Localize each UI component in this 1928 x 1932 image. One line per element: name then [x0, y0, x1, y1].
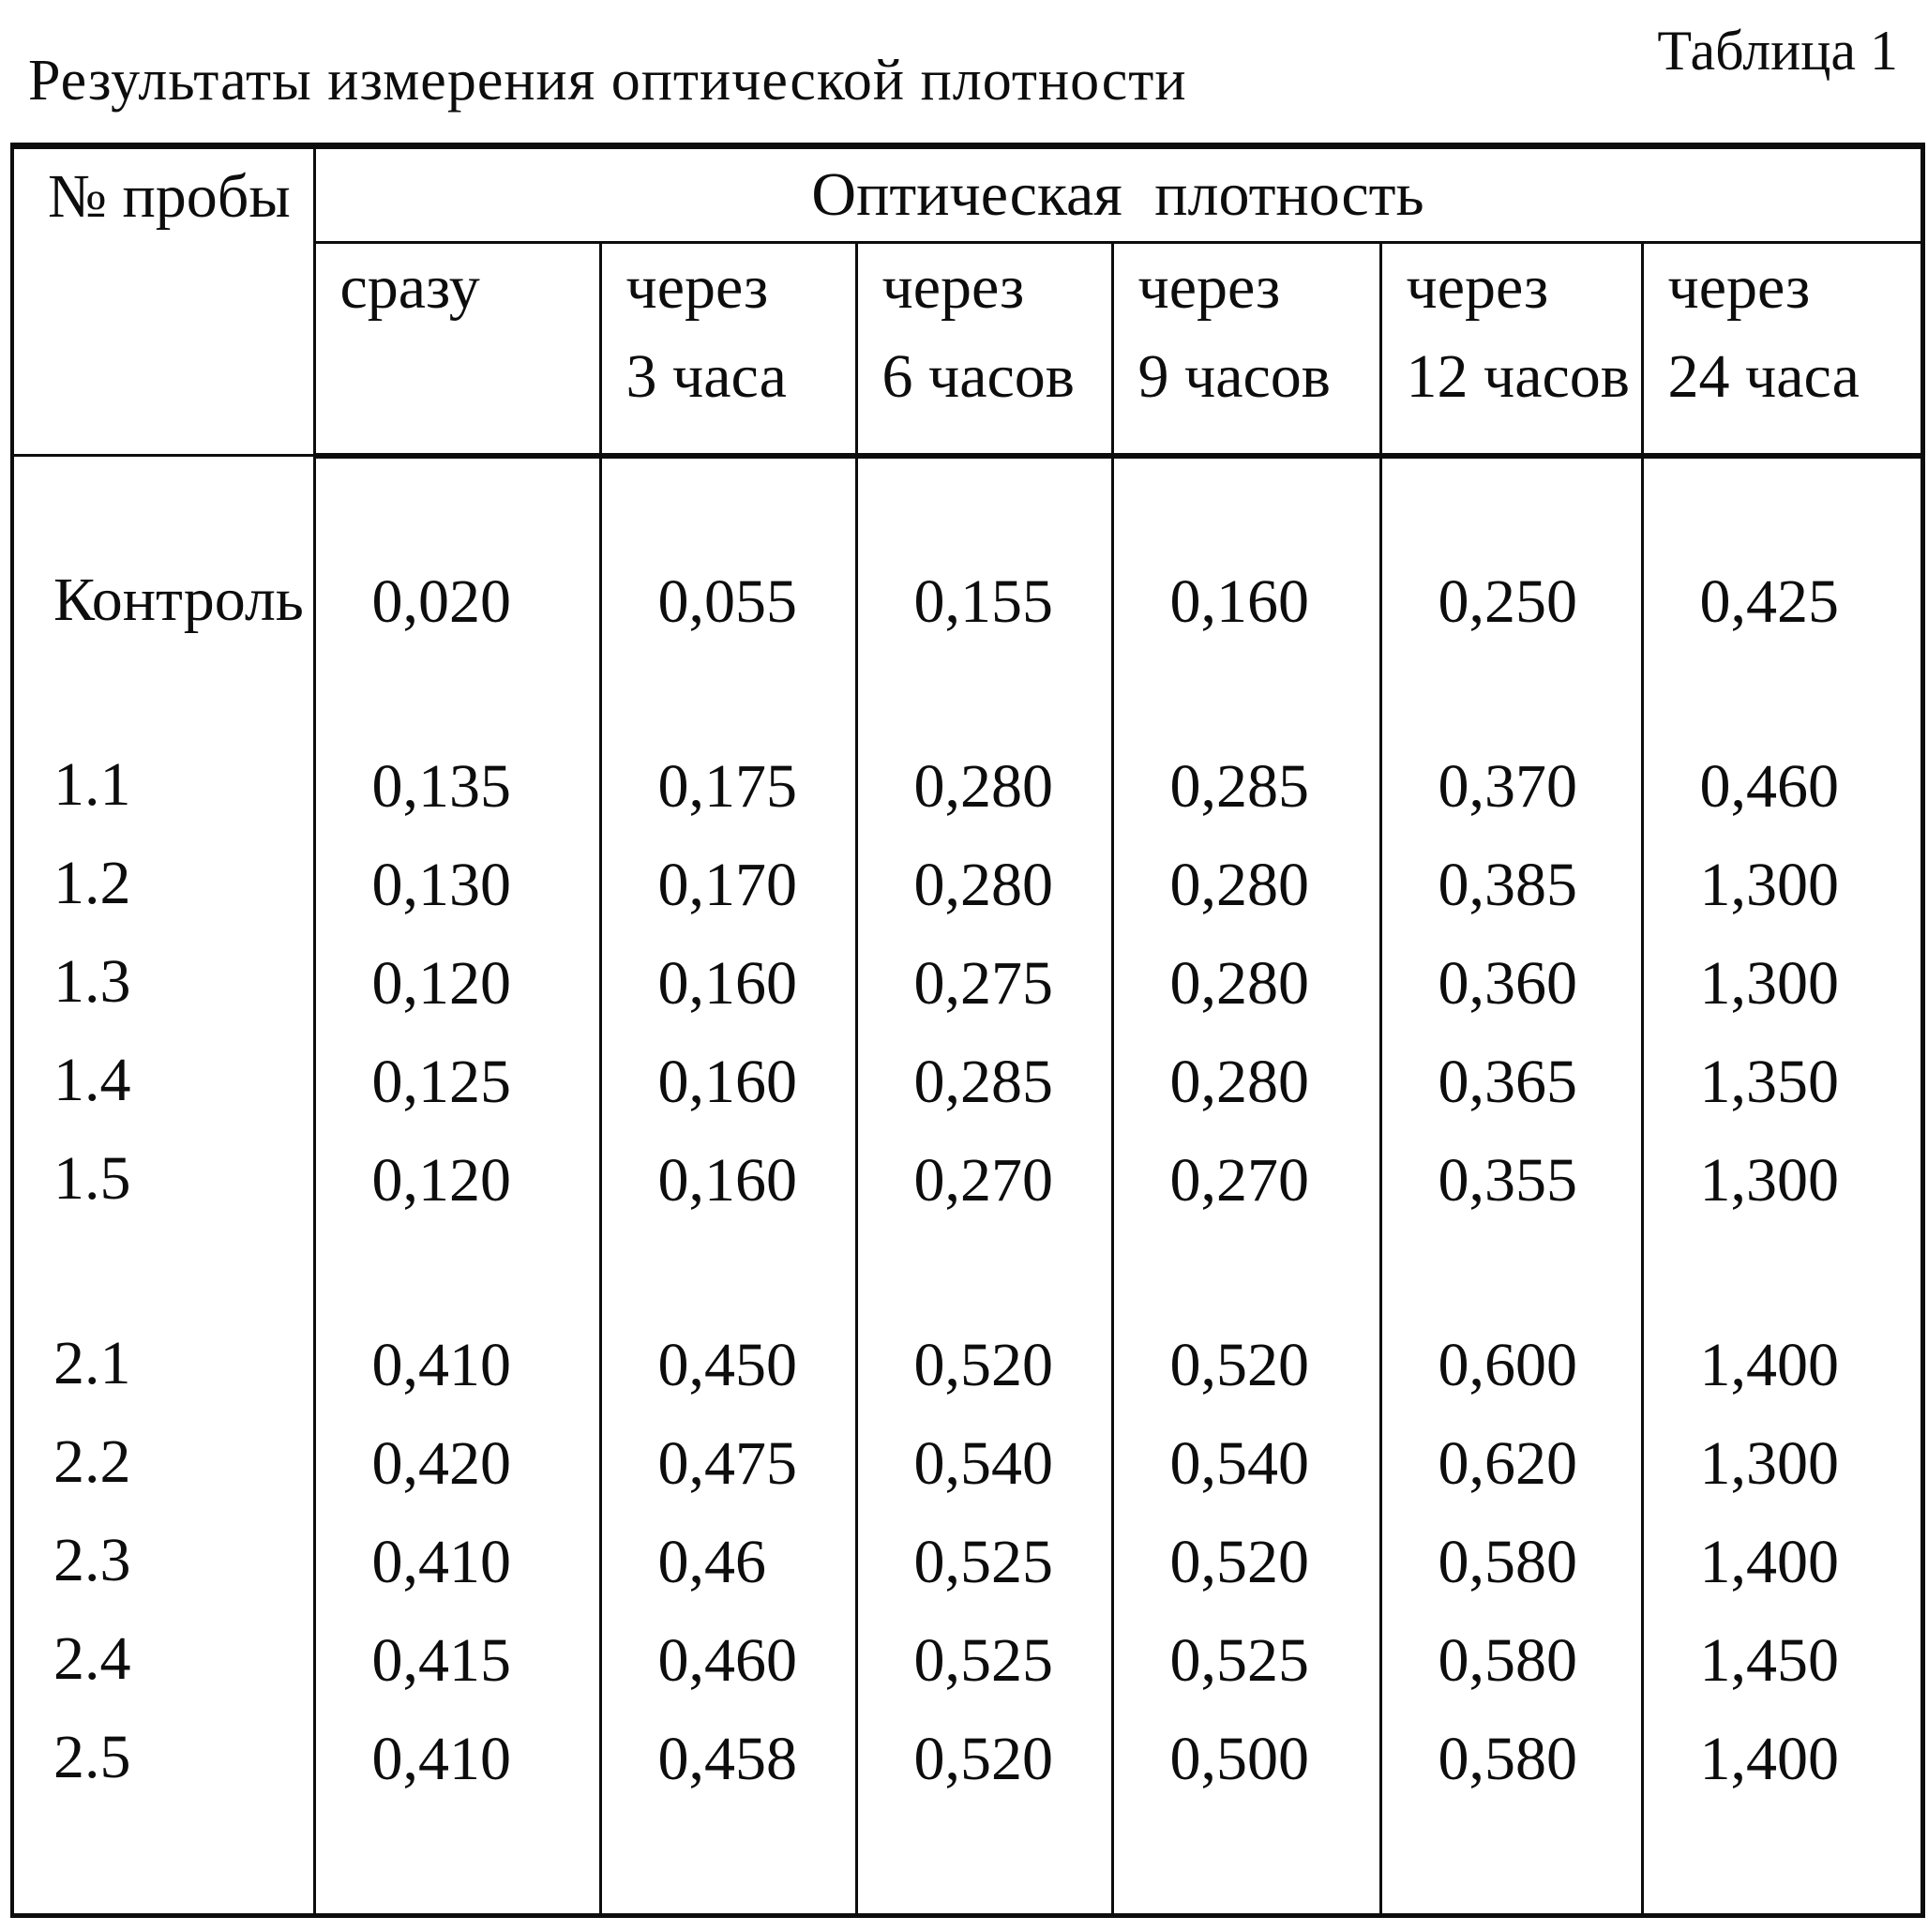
optical-density-value: 0,280 [1169, 850, 1309, 919]
optical-density-value: 0,135 [371, 751, 511, 821]
values-column-after-12h [1380, 456, 1642, 1916]
optical-density-value: 0,285 [913, 1047, 1053, 1116]
optical-density-value: 0,410 [371, 1330, 511, 1399]
optical-density-value: 0,160 [657, 948, 797, 1018]
optical-density-value: 0,460 [1699, 751, 1839, 821]
subheader-line2: 24 часа [1667, 342, 1860, 411]
subheader-line1: через [1667, 253, 1811, 322]
optical-density-value: 0,120 [371, 1145, 511, 1215]
optical-density-value: 1,400 [1699, 1527, 1839, 1596]
optical-density-value: 0,458 [657, 1724, 797, 1793]
optical-density-value: 1,400 [1699, 1724, 1839, 1793]
optical-density-value: 0,460 [657, 1625, 797, 1695]
subheader-line2: 6 часов [881, 342, 1075, 411]
subheader-line1: сразу [339, 253, 480, 322]
sample-row-label: 2.3 [53, 1526, 131, 1594]
header-row-top [12, 146, 1922, 243]
optical-density-value: 0,525 [913, 1527, 1053, 1596]
sample-row-label: 1.5 [53, 1144, 131, 1213]
optical-density-value: 0,160 [1169, 566, 1309, 636]
optical-density-value: 0,520 [913, 1724, 1053, 1793]
optical-density-value: 0,355 [1438, 1145, 1577, 1215]
optical-density-value: 0,580 [1438, 1625, 1577, 1695]
subheader-line2: 3 часа [625, 342, 787, 411]
optical-density-value: 0,420 [371, 1428, 511, 1498]
document-title: Результаты измерения оптической плотности [28, 49, 1187, 113]
optical-density-value: 0,280 [913, 751, 1053, 821]
subheader-after-12h [1380, 243, 1642, 456]
optical-density-value: 1,350 [1699, 1047, 1839, 1116]
optical-density-value: 0,280 [1169, 948, 1309, 1018]
subheader-line1: через [1137, 253, 1281, 322]
values-column-after-9h [1112, 456, 1380, 1916]
optical-density-value: 0,450 [657, 1330, 797, 1399]
optical-density-value: 0,415 [371, 1625, 511, 1695]
optical-density-value: 0,520 [1169, 1330, 1309, 1399]
optical-density-value: 0,475 [657, 1428, 797, 1498]
values-column-after-6h [856, 456, 1112, 1916]
optical-density-value: 0,020 [371, 566, 511, 636]
table-caption: Таблица 1 [1657, 20, 1898, 82]
optical-density-value: 0,285 [1169, 751, 1309, 821]
optical-density-value: 1,300 [1699, 1428, 1839, 1498]
optical-density-value: 0,525 [1169, 1625, 1309, 1695]
optical-density-value: 1,300 [1699, 948, 1839, 1018]
subheader-after-24h [1642, 243, 1922, 456]
sample-row-label: Контроль [53, 566, 304, 634]
optical-density-value: 0,055 [657, 566, 797, 636]
data-row [12, 456, 1922, 1916]
optical-density-value: 0,270 [1169, 1145, 1309, 1215]
sample-row-label: 2.1 [53, 1329, 131, 1397]
optical-density-value: 0,46 [657, 1527, 766, 1596]
values-column-immediately [314, 456, 600, 1916]
sample-row-label: 1.2 [53, 849, 131, 917]
subheader-after-3h [600, 243, 856, 456]
subheader-after-9h [1112, 243, 1380, 456]
optical-density-value: 0,540 [1169, 1428, 1309, 1498]
subheader-line1: через [625, 253, 769, 322]
subheader-line2: 9 часов [1137, 342, 1331, 411]
optical-density-value: 0,175 [657, 751, 797, 821]
sample-row-label: 2.5 [53, 1723, 131, 1791]
column-header-optical-density: Оптическая плотность [314, 146, 1922, 243]
subheader-line1: через [881, 253, 1025, 322]
optical-density-value: 1,300 [1699, 850, 1839, 919]
sample-row-label: 1.3 [53, 947, 131, 1016]
optical-density-value: 0,365 [1438, 1047, 1577, 1116]
sample-row-label: 2.4 [53, 1624, 131, 1693]
optical-density-value: 0,250 [1438, 566, 1577, 636]
optical-density-value: 1,400 [1699, 1330, 1839, 1399]
optical-density-value: 0,160 [657, 1145, 797, 1215]
optical-density-value: 0,280 [1169, 1047, 1309, 1116]
optical-density-value: 1,300 [1699, 1145, 1839, 1215]
optical-density-value: 0,125 [371, 1047, 511, 1116]
optical-density-value: 0,540 [913, 1428, 1053, 1498]
subheader-line2: 12 часов [1406, 342, 1630, 411]
optical-density-value: 0,275 [913, 948, 1053, 1018]
optical-density-value: 0,520 [1169, 1527, 1309, 1596]
optical-density-value: 0,520 [913, 1330, 1053, 1399]
optical-density-value: 0,360 [1438, 948, 1577, 1018]
subheader-line1: через [1406, 253, 1549, 322]
optical-density-value: 0,580 [1438, 1724, 1577, 1793]
optical-density-value: 0,410 [371, 1527, 511, 1596]
optical-density-value: 0,170 [657, 850, 797, 919]
optical-density-value: 0,410 [371, 1724, 511, 1793]
optical-density-value: 1,450 [1699, 1625, 1839, 1695]
sample-row-label: 1.1 [53, 750, 131, 819]
optical-density-value: 0,600 [1438, 1330, 1577, 1399]
sample-row-label: 2.2 [53, 1427, 131, 1496]
optical-density-value: 0,155 [913, 566, 1053, 636]
optical-density-value: 0,385 [1438, 850, 1577, 919]
sample-row-label: 1.4 [53, 1046, 131, 1114]
optical-density-value: 0,525 [913, 1625, 1053, 1695]
optical-density-value: 0,280 [913, 850, 1053, 919]
optical-density-value: 0,270 [913, 1145, 1053, 1215]
optical-density-value: 0,620 [1438, 1428, 1577, 1498]
optical-density-value: 0,120 [371, 948, 511, 1018]
optical-density-value: 0,425 [1699, 566, 1839, 636]
values-column-after-24h [1642, 456, 1922, 1916]
optical-density-value: 0,160 [657, 1047, 797, 1116]
optical-density-value: 0,130 [371, 850, 511, 919]
sample-number-column [12, 456, 314, 1916]
column-header-sample-number: № пробы [12, 146, 314, 456]
subheader-after-6h [856, 243, 1112, 456]
values-column-after-3h [600, 456, 856, 1916]
optical-density-value: 0,370 [1438, 751, 1577, 821]
optical-density-value: 0,500 [1169, 1724, 1309, 1793]
optical-density-table [10, 143, 1925, 1918]
subheader-immediately [314, 243, 600, 456]
optical-density-value: 0,580 [1438, 1527, 1577, 1596]
